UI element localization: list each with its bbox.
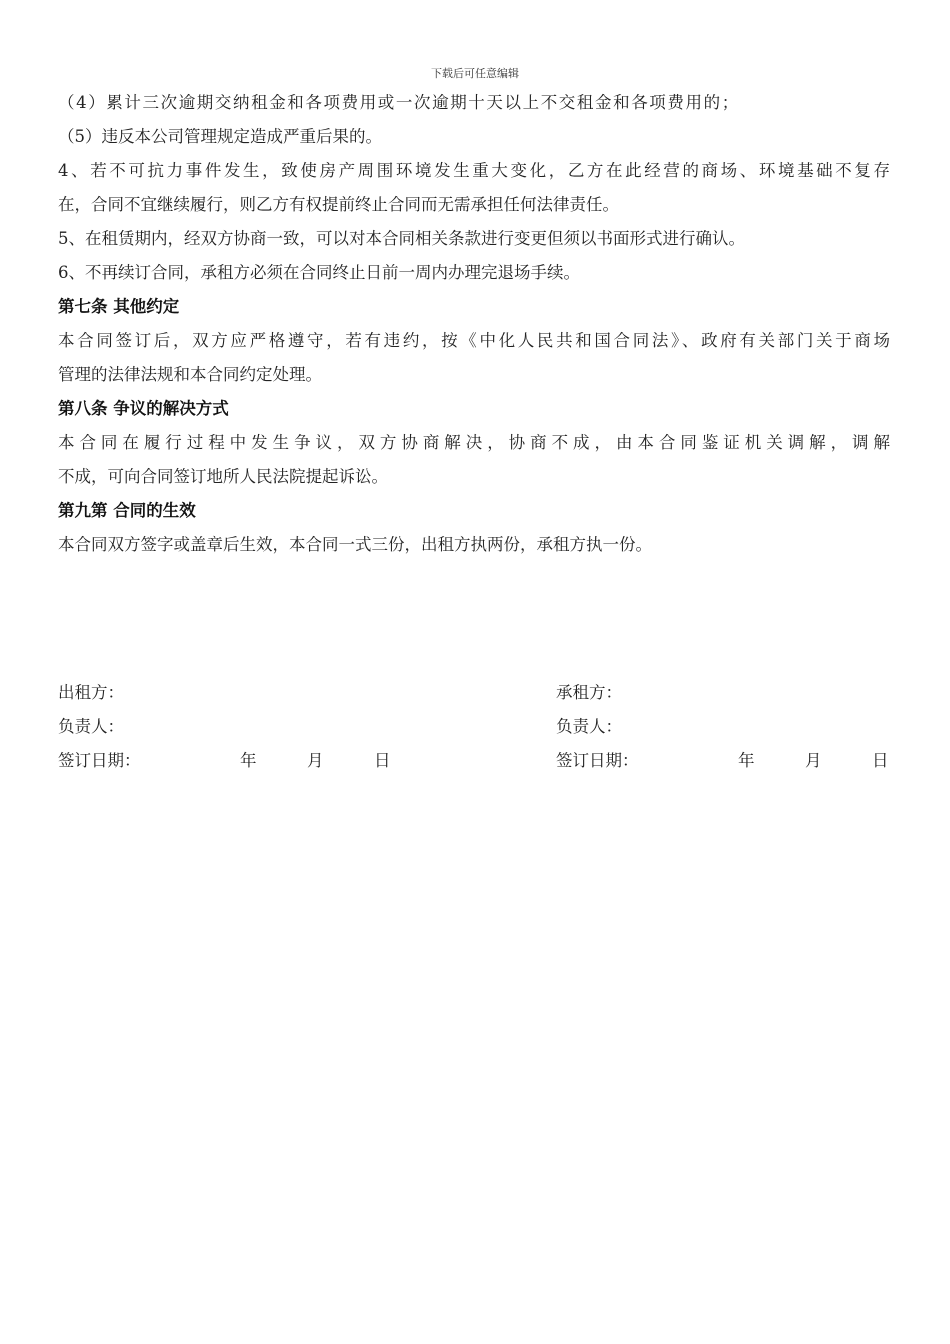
lessor-date-month: 月 (307, 751, 324, 770)
article-9-line-1: 本合同双方签字或盖章后生效，本合同一式三份，出租方执两份，承租方执一份。 (58, 535, 652, 554)
article-9-heading: 第九第 合同的生效 (58, 501, 196, 520)
non-renewal-clause: 6、不再续订合同，承租方必须在合同终止日前一周内办理完退场手续。 (58, 263, 580, 282)
article-7-heading: 第七条 其他约定 (58, 297, 180, 316)
signature-block (58, 676, 890, 778)
page-header: 下载后可任意编辑 (431, 67, 519, 80)
force-majeure-clause-line-1: 4、若不可抗力事件发生，致使房产周围环境发生重大变化，乙方在此经营的商场、环境基础不复存 (58, 161, 890, 180)
lessee-date-year: 年 (738, 751, 755, 770)
responsible-row (58, 710, 890, 744)
lessee-date-month: 月 (805, 751, 822, 770)
article-8-line-2: 不成，可向合同签订地所人民法院提起诉讼。 (58, 467, 388, 486)
lessor-responsible-label: 负责人： (58, 717, 124, 736)
article-7-line-1: 本合同签订后，双方应严格遵守，若有违约，按《中化人民共和国合同法》、政府有关部门关于商场 (58, 331, 890, 350)
clause-4-item: （4）累计三次逾期交纳租金和各项费用或一次逾期十天以上不交租金和各项费用的； (58, 93, 740, 112)
lessee-date-label: 签订日期： (556, 751, 639, 770)
article-7-line-2: 管理的法律法规和本合同约定处理。 (58, 365, 322, 384)
lessor-date-day: 日 (374, 751, 391, 770)
contract-body (58, 86, 890, 562)
lessor-date-label: 签订日期： (58, 751, 141, 770)
lessee-date-day: 日 (872, 751, 889, 770)
force-majeure-clause-line-2: 在，合同不宜继续履行，则乙方有权提前终止合同而无需承担任何法律责任。 (58, 195, 619, 214)
article-8-line-1: 本合同在履行过程中发生争议，双方协商解决，协商不成，由本合同鉴证机关调解，调解 (58, 433, 890, 452)
lessee-label: 承租方： (556, 683, 622, 702)
clause-5-item: （5）违反本公司管理规定造成严重后果的。 (58, 127, 382, 146)
lessor-label: 出租方： (58, 683, 124, 702)
lessee-responsible-label: 负责人： (556, 717, 622, 736)
lessor-date-year: 年 (240, 751, 257, 770)
date-row (58, 744, 890, 778)
amendment-clause: 5、在租赁期内，经双方协商一致，可以对本合同相关条款进行变更但须以书面形式进行确认。 (58, 229, 745, 248)
party-row (58, 676, 890, 710)
article-8-heading: 第八条 争议的解决方式 (58, 399, 229, 418)
